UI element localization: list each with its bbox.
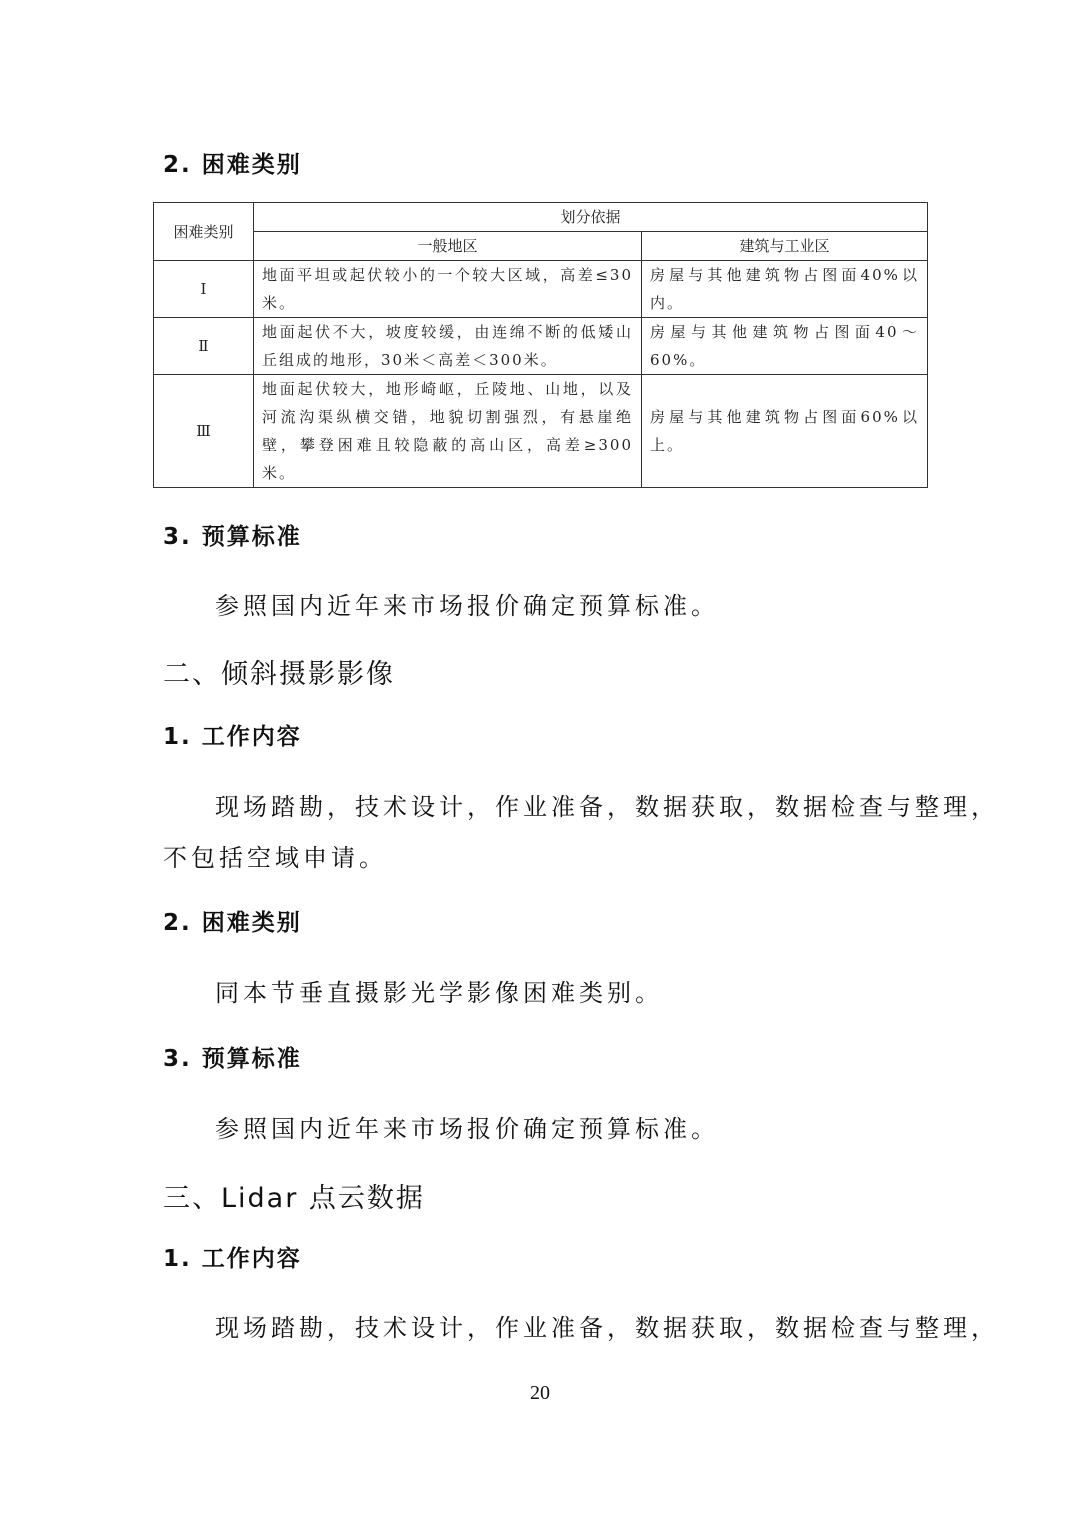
paragraph-work-content-line1: 现场踏勘，技术设计，作业准备，数据获取，数据检查与整理， bbox=[215, 793, 999, 821]
table-cell-building: 房屋与其他建筑物占图面40%以内。 bbox=[642, 261, 928, 318]
table-cell-level: Ⅲ bbox=[154, 375, 254, 488]
table-row bbox=[154, 261, 928, 318]
heading-budget-standard: 3. 预算标准 bbox=[163, 1046, 302, 1072]
paragraph-difficulty-category: 同本节垂直摄影光学影像困难类别。 bbox=[215, 979, 663, 1007]
table-cell-general: 地面平坦或起伏较小的一个较大区域，高差≤30米。 bbox=[254, 261, 642, 318]
table-header-category: 困难类别 bbox=[154, 203, 254, 261]
table-cell-general: 地面起伏较大，地形崎岖，丘陵地、山地，以及河流沟渠纵横交错，地貌切割强烈，有悬崖绝壁，攀登困难且较隐蔽的高山区，高差≥300米。 bbox=[254, 375, 642, 488]
table-cell-level: Ⅰ bbox=[154, 261, 254, 318]
table-header-general-area: 一般地区 bbox=[254, 232, 642, 261]
heading-difficulty-category: 2. 困难类别 bbox=[163, 910, 302, 936]
page-number: 20 bbox=[530, 1382, 550, 1404]
paragraph-budget-standard: 参照国内近年来市场报价确定预算标准。 bbox=[215, 592, 719, 620]
heading-work-content: 1. 工作内容 bbox=[163, 724, 302, 750]
heading-work-content: 1. 工作内容 bbox=[163, 1246, 302, 1272]
section-title-oblique-photography: 二、倾斜摄影影像 bbox=[163, 659, 395, 690]
table-cell-building: 房屋与其他建筑物占图面40～60%。 bbox=[642, 318, 928, 375]
table-row bbox=[154, 318, 928, 375]
heading-difficulty-category: 2. 困难类别 bbox=[163, 152, 302, 178]
table-row bbox=[154, 375, 928, 488]
section-title-lidar-point-cloud: 三、Lidar 点云数据 bbox=[163, 1183, 425, 1214]
table-cell-general: 地面起伏不大，坡度较缓，由连绵不断的低矮山丘组成的地形，30米＜高差＜300米。 bbox=[254, 318, 642, 375]
paragraph-work-content-line2: 不包括空域申请。 bbox=[163, 844, 387, 872]
table-cell-building: 房屋与其他建筑物占图面60%以上。 bbox=[642, 375, 928, 488]
table-header-building-area: 建筑与工业区 bbox=[642, 232, 928, 261]
paragraph-work-content-line1: 现场踏勘，技术设计，作业准备，数据获取，数据检查与整理， bbox=[215, 1314, 999, 1342]
table-cell-level: Ⅱ bbox=[154, 318, 254, 375]
table-header-basis: 划分依据 bbox=[254, 203, 928, 232]
paragraph-budget-standard: 参照国内近年来市场报价确定预算标准。 bbox=[215, 1115, 719, 1143]
heading-budget-standard: 3. 预算标准 bbox=[163, 524, 302, 550]
difficulty-table bbox=[153, 202, 928, 488]
